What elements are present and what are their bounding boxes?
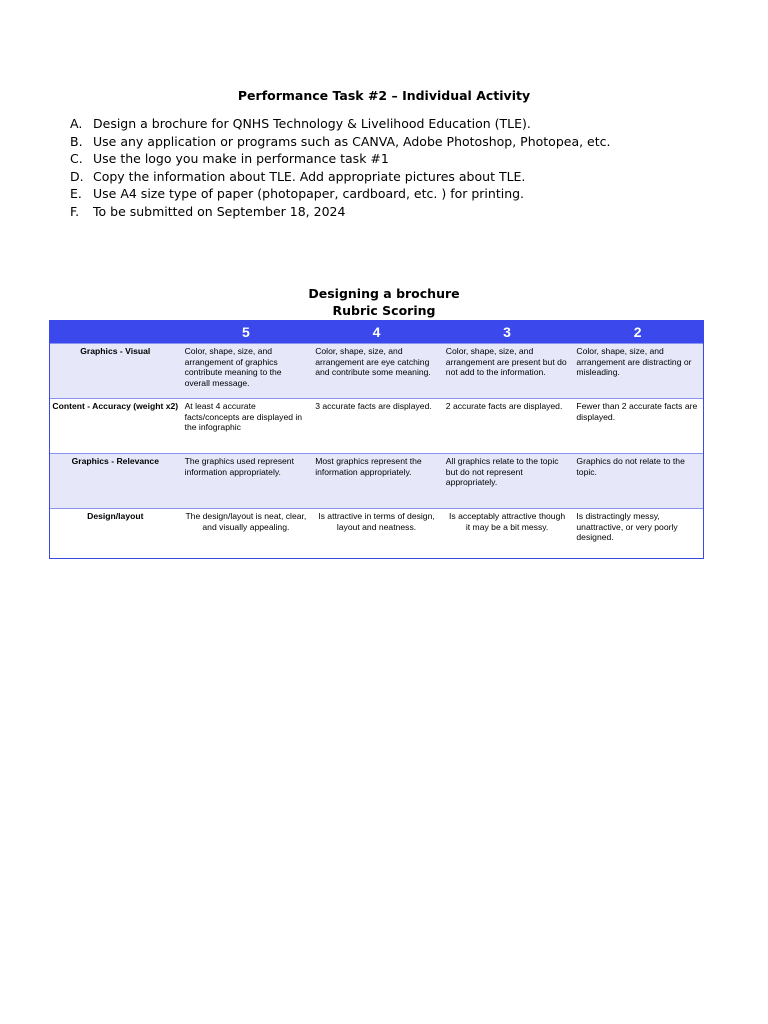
table-cell: The design/layout is neat, clear, and visually appealing. [185, 511, 307, 532]
criterion-cell: Design/layout [87, 511, 144, 521]
list-item-text: Design a brochure for QNHS Technology & Livelihood Education (TLE). [93, 116, 531, 131]
table-cell: Is acceptably attractive though it may be a bit messy. [449, 511, 566, 532]
table-cell: At least 4 accurate facts/concepts are displayed in the infographic [184, 401, 303, 432]
list-item-letter: D. [70, 168, 84, 184]
table-cell: Is attractive in terms of design, layout and neatness. [318, 511, 435, 532]
criterion-cell: Graphics - Relevance [71, 456, 159, 466]
table-cell: 3 accurate facts are displayed. [315, 401, 432, 411]
list-item-letter: E. [70, 186, 82, 202]
table-row [50, 343, 703, 398]
table-cell: 2 accurate facts are displayed. [445, 401, 563, 411]
table-cell: Color, shape, size, and arrangement are present but do not add to the information. [445, 346, 567, 377]
rubric-header-cell: 2 [633, 324, 642, 340]
table-cell: Color, shape, size, and arrangement are distracting or misleading. [576, 346, 692, 377]
list-item [70, 185, 611, 203]
rubric-header-cell: 5 [241, 324, 250, 340]
table-row [50, 453, 703, 508]
table-cell: Fewer than 2 accurate facts are displayed. [576, 401, 698, 422]
list-item-text: Use the logo you make in performance task #1 [93, 151, 389, 167]
list-item-text: Use any application or programs such as CANVA, Adobe Photoshop, Photopea, etc. [93, 133, 611, 149]
table-cell: Is distractingly messy, unattractive, or very poorly designed. [576, 511, 678, 542]
list-item-letter: F. [70, 203, 80, 219]
list-item [70, 133, 611, 151]
table-cell: All graphics relate to the topic but do not represent appropriately. [445, 456, 559, 487]
list-item-text: Use A4 size type of paper (photopaper, cardboard, etc. ) for printing. [93, 186, 525, 202]
list-item-text: To be submitted on September 18, 2024 [93, 203, 346, 219]
table-cell: Graphics do not relate to the topic. [576, 456, 685, 477]
criterion-cell: Content - Accuracy (weight x2) [52, 401, 179, 411]
table-cell: Color, shape, size, and arrangement of graphics contribute meaning to the overall message. [184, 346, 282, 388]
rubric-heading: Designing a brochure [308, 286, 460, 301]
list-item [70, 115, 611, 133]
table-cell: The graphics used represent information appropriately. [184, 456, 294, 477]
list-item-letter: A. [70, 116, 83, 131]
list-item-letter: B. [70, 133, 83, 149]
table-row [50, 508, 703, 559]
list-item [70, 203, 611, 221]
table-cell: Color, shape, size, and arrangement are eye catching and contribute some meaning. [315, 346, 431, 377]
page-title: Performance Task #2 – Individual Activity [237, 88, 531, 103]
list-item-text: Copy the information about TLE. Add appropriate pictures about TLE. [93, 168, 526, 184]
list-item [70, 168, 611, 186]
list-item-letter: C. [70, 151, 83, 167]
rubric-header-cell: 3 [503, 324, 511, 340]
rubric-table [49, 320, 704, 559]
rubric-subheading: Rubric Scoring [332, 303, 436, 318]
task-list [70, 115, 611, 221]
list-item [70, 150, 611, 168]
table-cell: Most graphics represent the information appropriately. [315, 456, 422, 477]
rubric-header-cell: 4 [372, 324, 381, 340]
rubric-header-row [50, 321, 703, 343]
table-row [50, 398, 703, 453]
criterion-cell: Graphics - Visual [80, 346, 151, 356]
